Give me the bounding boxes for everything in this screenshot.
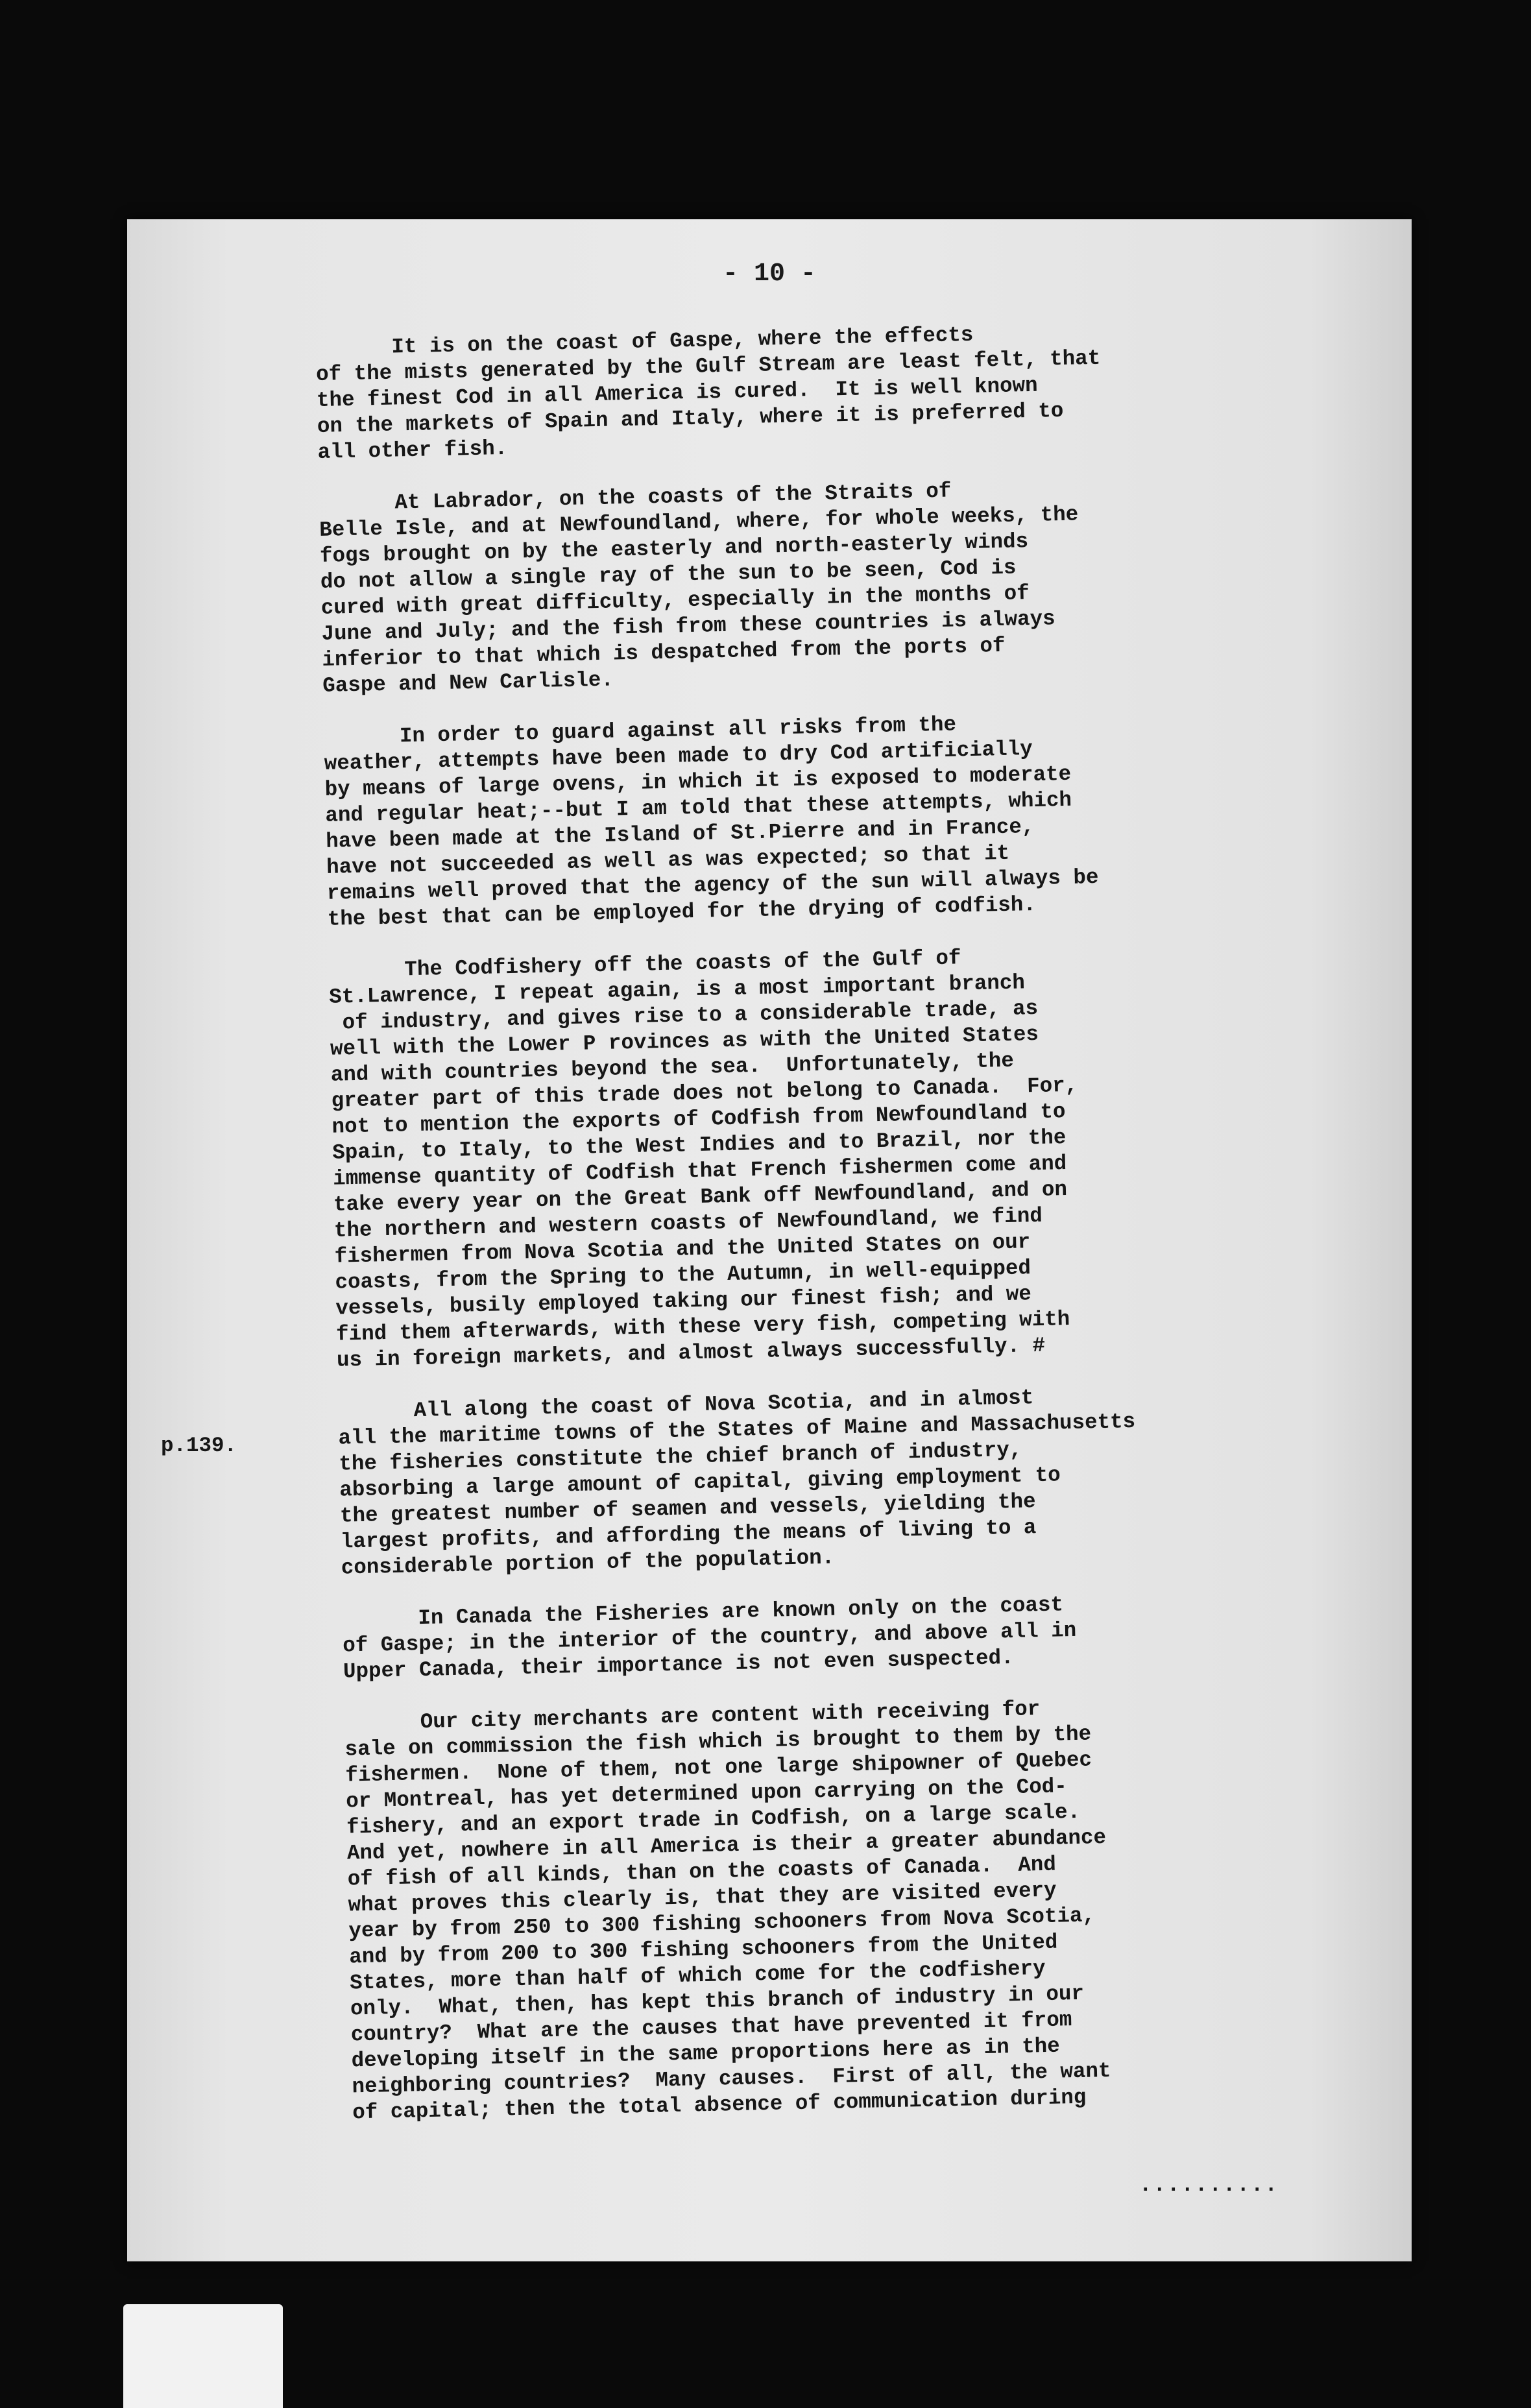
margin-page-reference: p.139. [161,1434,237,1458]
page-number: - 10 - [722,259,817,289]
continuation-dots: .......... [1139,2173,1279,2197]
paragraph-city-merchants: Our city merchants are content with receiving for sale on commission the fish which is brought to them by the fishermen. None of them, not one large shipowner of Quebec or Montreal, has yet determined upon carrying on the Cod- fishery, and an export trade in Codfish, on a large scale. And yet, nowhere in all America is their a greater abundance of fish of all kinds, than on the coasts of Canada. And what proves this clearly is, that they are visited every year by from 250 to 300 fishing schooners from Nova Scotia, and by from 200 to 300 fishing schooners from the United States, more than half of which come for the codfishery only. What, then, has kept this branch of industry in our country? What are the causes that have prevented it from developing itself in the same proportions here as in the neighboring countries? Many causes. First of all, the want of capital; then the total absence of communication during [344,1697,1111,2125]
paragraph-labrador: At Labrador, on the coasts of the Straits of Belle Isle, and at Newfoundland, where, for whole weeks, the fogs brought on by the easterly and north-easterly winds do not allow a single ray of the sun to be seen, Cod is cured with great difficulty, especially in the months of June and July; and the fish from these countries is always inferior to that which is despatched from the ports of Gaspe and New Carlisle. [319,479,1079,698]
document-page [127,219,1412,2261]
paragraph-codfishery-trade: The Codfishery off the coasts of the Gulf of St.Lawrence, I repeat again, is a most important branch of industry, and gives rise to a considerable trade, as well with the Lower P rovinces as with the United States and with countries beyond the sea. Unfortunately, the greater part of this trade does not belong to Canada. For, not to mention the exports of Codfish from Newfoundland to Spain, to Italy, to the West Indies and to Brazil, nor the immense quantity of Codfish that French fishermen come and take every year on the Great Bank off Newfoundland, and on the northern and western coasts of Newfoundland, we find fishermen from Nova Scotia and the United States on our coasts, from the Spring to the Autumn, in well-equipped vessels, busily employed taking our finest fish; and we find them afterwards, with these very fish, competing with us in foreign markets, and almost always successfully. # [328,946,1078,1373]
film-frame-tab [123,2304,283,2408]
paragraph-canada-fisheries: In Canada the Fisheries are known only on the coast of Gaspe; in the interior of the country, and above all in Upper Canada, their importance is not even suspected. [342,1593,1077,1684]
document-body [315,314,1410,2152]
paragraph-gaspe-cod: It is on the coast of Gaspe, where the effects of the mists generated by the Gulf Stream are least felt, that the finest Cod in all America is cured. It is well known on the markets of Spain and Italy, where it is preferred to all other fish. [315,322,1101,464]
paragraph-artificial-drying: In order to guard against all risks from the weather, attempts have been made to dry Cod artificially by means of large ovens, in which it is exposed to moderate and regular heat;--but I am told that these attempts, which have been made at the Island of St.Pierre and in France, have not succeeded as well as was expected; so that it remains well proved that the agency of the sun will always be the best that can be employed for the drying of codfish. [323,712,1099,932]
paragraph-nova-scotia: All along the coast of Nova Scotia, and in almost all the maritime towns of the States of Maine and Massachusetts the fisheries constitute the chief branch of industry, absorbing a large amount of capital, giving employment to the greatest number of seamen and vessels, yielding the largest profits, and affording the means of living to a considerable portion of the population. [337,1386,1136,1580]
